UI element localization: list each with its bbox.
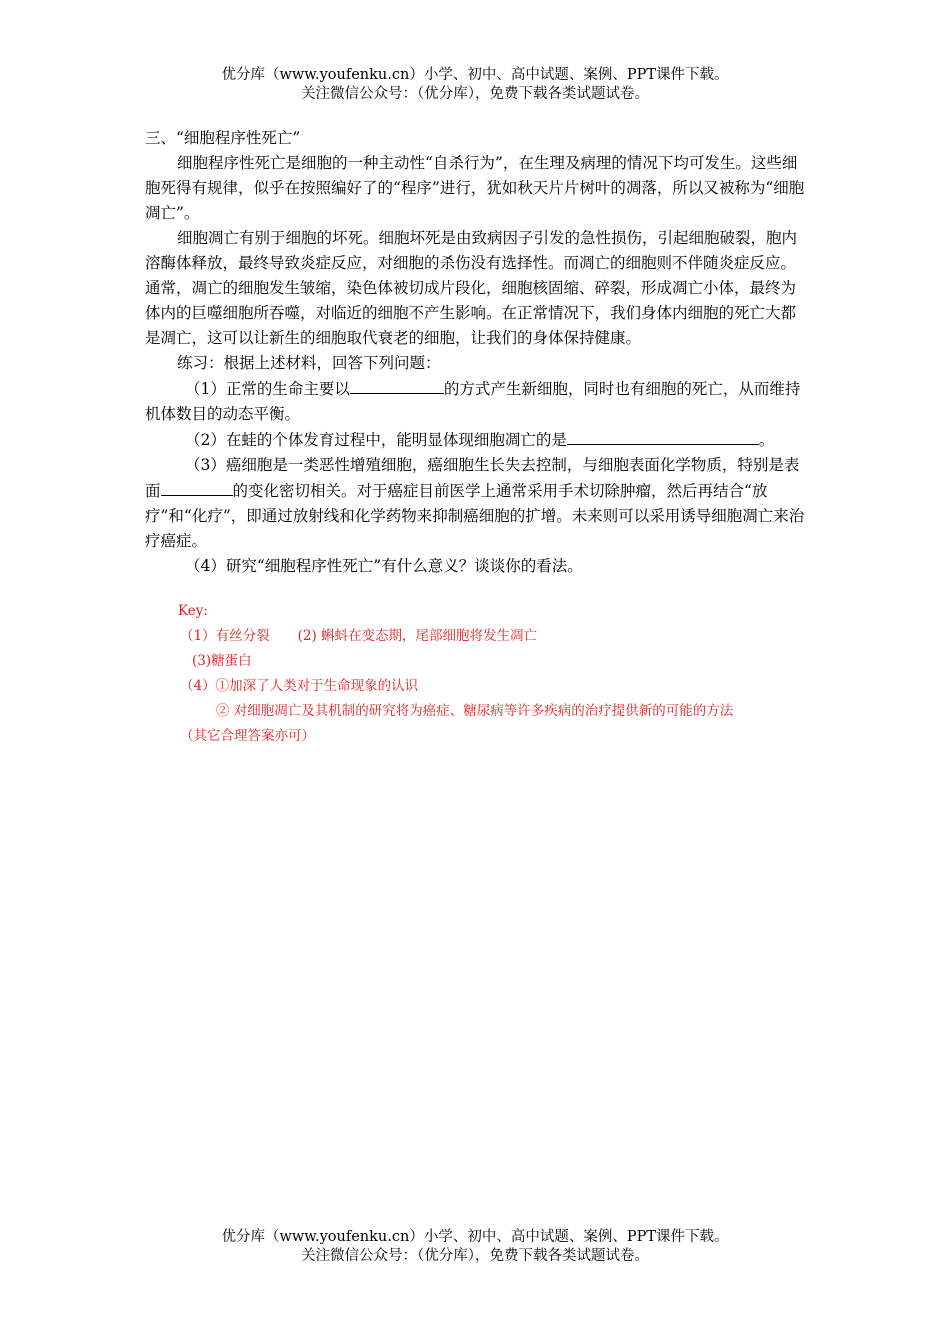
- question-2-part-a: （2）在蛙的个体发育过程中，能明显体现细胞凋亡的是: [185, 431, 567, 449]
- header-line-2: 关注微信公众号：（优分库），免费下载各类试题试卷。: [301, 86, 649, 102]
- question-3: [145, 453, 810, 554]
- paragraph-1: 细胞程序性死亡是细胞的一种主动性“自杀行为”，在生理及病理的情况下均可发生。这些细胞死得有规律，似乎在按照编好了的“程序”进行，犹如秋天片片树叶的凋落，所以又被称为“细胞凋亡”。: [145, 154, 805, 222]
- answer-blank-2[interactable]: [567, 427, 759, 445]
- key-answer-4-2: ② 对细胞凋亡及其机制的研究将为癌症、糖尿病等许多疾病的治疗提供新的可能的方法: [216, 703, 734, 719]
- section-title: 三、“细胞程序性死亡”: [145, 129, 301, 147]
- main-content: [145, 126, 810, 579]
- question-1: [145, 376, 810, 427]
- key-answer-4-1: （4）①加深了人类对于生命现象的认识: [180, 678, 419, 694]
- question-3-part-b: 的变化密切相关。对于癌症目前医学上通常采用手术切除肿瘤，然后再结合“放疗”和“化疗”，即通过放射线和化学药物来抑制癌细胞的扩增。未来则可以采用诱导细胞凋亡来治疗癌症。: [145, 482, 805, 550]
- key-answer-1: （1）有丝分裂: [180, 628, 270, 644]
- page-footer: [0, 1228, 950, 1266]
- key-answer-2: (2) 蝌蚪在变态期，尾部细胞将发生凋亡: [297, 628, 538, 644]
- question-4: （4）研究“细胞程序性死亡”有什么意义？谈谈你的看法。: [185, 557, 583, 575]
- page-header: [0, 66, 950, 104]
- key-note: （其它合理答案亦可）: [180, 728, 315, 744]
- answer-blank-1[interactable]: [350, 376, 444, 394]
- footer-line-1: 优分库（www.youfenku.cn）小学、初中、高中试题、案例、PPT课件下载。: [221, 1229, 729, 1245]
- question-2-part-b: 。: [758, 431, 775, 449]
- key-answer-3: (3)糖蛋白: [192, 653, 252, 669]
- answer-blank-3[interactable]: [161, 478, 233, 496]
- header-line-1: 优分库（www.youfenku.cn）小学、初中、高中试题、案例、PPT课件下载。: [221, 67, 729, 83]
- footer-line-2: 关注微信公众号：（优分库），免费下载各类试题试卷。: [301, 1248, 649, 1264]
- exercise-intro: 练习：根据上述材料，回答下列问题：: [177, 354, 441, 372]
- key-label: Key:: [178, 603, 208, 619]
- question-1-part-a: （1）正常的生命主要以: [185, 380, 350, 398]
- question-2: [145, 427, 810, 453]
- question-1-part-b: 的方式产生新细胞，同时也有细胞的死亡，从而维持机体数目的动态平衡。: [145, 380, 801, 423]
- paragraph-2: 细胞凋亡有别于细胞的坏死。细胞坏死是由致病因子引发的急性损伤，引起细胞破裂，胞内溶酶体释放，最终导致炎症反应，对细胞的杀伤没有选择性。而凋亡的细胞则不伴随炎症反应。通常，凋亡的细胞发生皱缩，染色体被切成片段化，细胞核固缩、碎裂，形成凋亡小体，最终为体内的巨噬细胞所吞噬，对临近的细胞不产生影响。在正常情况下，我们身体内细胞的死亡大都是凋亡，这可以让新生的细胞取代衰老的细胞，让我们的身体保持健康。: [145, 229, 798, 347]
- key-answers-1-2: [180, 624, 818, 649]
- question-3-part-a: （3）癌细胞是一类恶性增殖细胞，癌细胞生长失去控制，与细胞表面化学物质，特别是表面: [145, 456, 800, 500]
- answer-key: [178, 599, 818, 749]
